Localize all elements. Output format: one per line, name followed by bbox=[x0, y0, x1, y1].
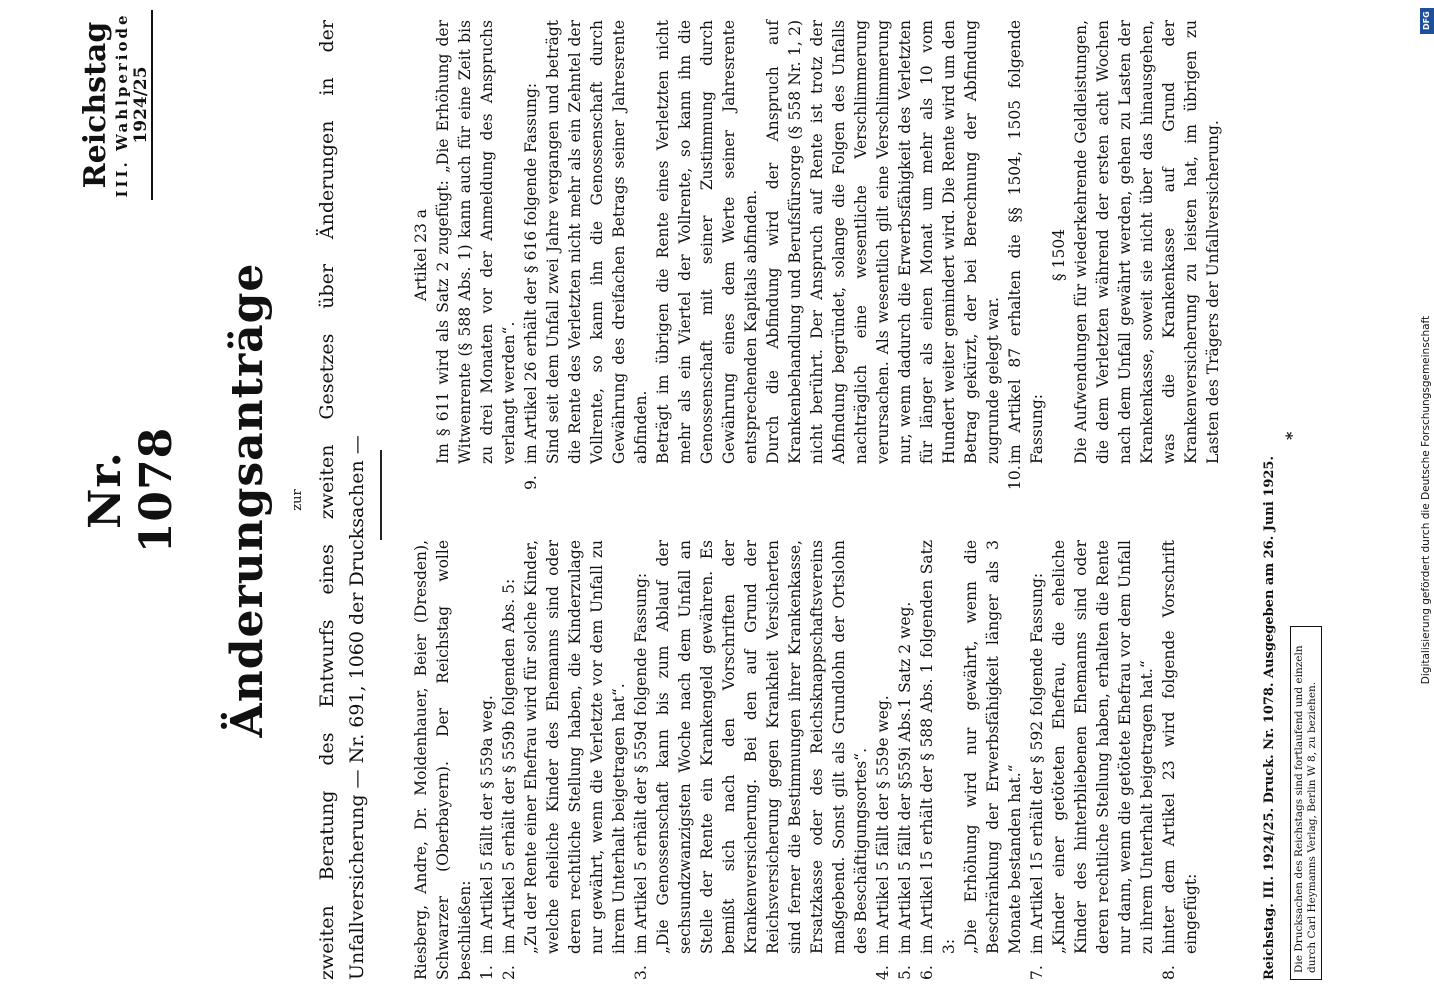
list-item: 8. hinter dem Artikel 23 wird folgende Vorschrift eingefügt: bbox=[1160, 540, 1200, 980]
period-years: 1924/25 bbox=[131, 66, 151, 144]
page-title: Änderungsanträge bbox=[222, 262, 273, 738]
paragraph-text: Durch die Abfindung wird der Anspruch auf Krankenbehandlung und Berufsfürsorge (§ 558 Nr. 1, 2) nicht berührt. Der Anspruch auf Rente ist trotz der Abfindung begründet, solange die Folgen des Unfalls nachträglich eine wesentliche Verschlimmerung verursachen. Als wesentlich gilt eine Verschlimmerung nur, wenn dadurch die Erwerbsfähigkeit des Verletzten für länger als einen Monat um mehr als 10 vom Hundert weiter gemindert wird. Die Rente wird um den Betrag gekürzt, der bei Berechnung der Abfindung zugrunde gelegt war. bbox=[764, 20, 1002, 464]
document-number: Nr. 1078 bbox=[80, 426, 182, 554]
article-body: Im § 611 wird als Satz 2 zugefügt: „Die Erhöhung der Witwenrente (§ 588 Abs. 1) kann auch für eine Zeit bis zu drei Monaten vor der Anmeldung des Anspruchs verlangt werden“. bbox=[434, 20, 518, 464]
digitization-strip bbox=[1420, 0, 1434, 1000]
motion-intro: Riesberg, Andre, Dr. Moldenhauer, Beier (Dresden), Schwarzer (Oberbayern). Der Reichstag wolle beschließen: bbox=[412, 540, 474, 980]
section-title: § 1504 bbox=[1050, 228, 1068, 282]
quoted-text: „Zu der Rente einer Ehefrau wird für solche Kinder, welche eheliche Kinder des Ehemanns sind oder deren rechtliche Stellung haben, die Kinderzulage nur gewährt, wenn die Verletzte vor dem Unfall zu ihrem Unterhalt beigetragen hat“. bbox=[522, 540, 628, 954]
separator-rule bbox=[380, 450, 382, 540]
paragraph-text: Die Aufwendungen für wiederkehrende Geldleistungen, die dem Verletzten während der ersten acht Wochen nach dem Unfall gewährt werden, gehen zu Lasten der Krankenkasse, soweit sie nicht über das hinausgehen, was die Krankenkasse auf Grund der Krankenversicherung zu leisten hat, im übrigen zu Lasten des Trägers der Unfallversicherung. bbox=[1072, 20, 1222, 464]
list-item: 9. im Artikel 26 erhält der § 616 folgende Fassung: bbox=[522, 82, 540, 490]
header-rule bbox=[151, 10, 153, 200]
dfg-logo: DFG bbox=[1420, 8, 1434, 34]
period-line: III. Wahlperiode bbox=[113, 12, 131, 198]
quoted-text: „Die Erhöhung wird nur gewährt, wenn die Beschränkung der Erwerbsfähigkeit länger als 3 Monate bestanden hat.“ bbox=[962, 540, 1024, 954]
footer-notice-box: Die Drucksachen des Reichstags sind fortlaufend und einzeln durch Carl Heymanns Verlag, Berlin W 8, zu beziehen. bbox=[1290, 626, 1322, 980]
subtitle: zweiten Beratung des Entwurfs eines zweiten Gesetzes über Änderungen in der Unfallversicherung — Nr. 691, 1060 der Drucksachen — bbox=[316, 20, 368, 980]
quoted-text: „Kinder einer getöteten Ehefrau, die eheliche Kinder des hinterbliebenen Ehemanns sind oder deren rechtliche Stellung haben, erhalten die Rente nur dann, wenn die getötete Ehefrau vor dem Unfall zu ihrem Unterhalt beigetragen hat.“ bbox=[1050, 540, 1156, 954]
digitization-note: Digitalisierung gefördert durch die Deutsche Forschungsgemeinschaft bbox=[1420, 315, 1432, 685]
list-item: 4. im Artikel 5 fällt der § 559e weg. bbox=[874, 695, 892, 980]
paragraph-text: Sind seit dem Unfall zwei Jahre vergangen und beträgt die Rente des Verletzten nicht mehr als ein Zehntel der Vollrente, so kann ihn die Genossenschaft durch Gewährung des dreifachen Betrags seiner Jahresrente abfinden. bbox=[544, 20, 650, 464]
right-column bbox=[410, 20, 1224, 490]
footer-star: * bbox=[1282, 431, 1301, 440]
reichstag-header bbox=[78, 10, 153, 200]
list-item: 6. im Artikel 15 erhält der § 588 Abs. 1 folgenden Satz 3: bbox=[918, 540, 958, 980]
left-column bbox=[410, 540, 1202, 980]
reichstag-name: Reichstag bbox=[78, 21, 113, 189]
list-item: 10. im Artikel 87 erhalten die §§ 1504, 1505 folgende Fassung: bbox=[1006, 20, 1046, 490]
list-item: 3. im Artikel 5 erhält der § 559d folgende Fassung: bbox=[632, 572, 650, 980]
list-item: 5. im Artikel 5 fällt der §559i Abs.1 Satz 2 weg. bbox=[896, 601, 914, 980]
list-item: 7. im Artikel 15 erhält der § 592 folgende Fassung: bbox=[1028, 572, 1046, 980]
paragraph-text: Beträgt im übrigen die Rente eines Verletzten nicht mehr als ein Viertel der Vollrente, so kann ihn die Genossenschaft mit seiner Zustimmung durch Gewährung eines dem Werte seiner Jahresrente entsprechenden Kapitals abfinden. bbox=[654, 20, 760, 464]
quoted-text: „Die Genossenschaft kann bis zum Ablauf der sechsundzwanzigsten Woche nach dem Unfall an Stelle der Rente ein Krankengeld gewähren. Es bemißt sich nach den Vorschriften der Krankenversicherung. Bei den auf Grund der Reichsversicherung gegen Krankheit Versicherten sind ferner die Bestimmungen ihrer Krankenkasse, Ersatzkasse oder des Reichsknappschaftsvereins maßgebend. Sonst gilt als Grundlohn der Ortslohn des Beschäftigungsortes“. bbox=[654, 540, 870, 954]
zur-label: zur bbox=[290, 489, 305, 511]
list-item: 2. im Artikel 5 erhält der § 559b folgenden Abs. 5: bbox=[500, 578, 518, 980]
article-title: Artikel 23 a bbox=[412, 208, 430, 302]
list-item: 1. im Artikel 5 fällt der § 559a weg. bbox=[478, 695, 496, 980]
footer-line: Reichstag. III. 1924/25. Druck. Nr. 1078. Ausgegeben am 26. Juni 1925. bbox=[1262, 456, 1277, 980]
